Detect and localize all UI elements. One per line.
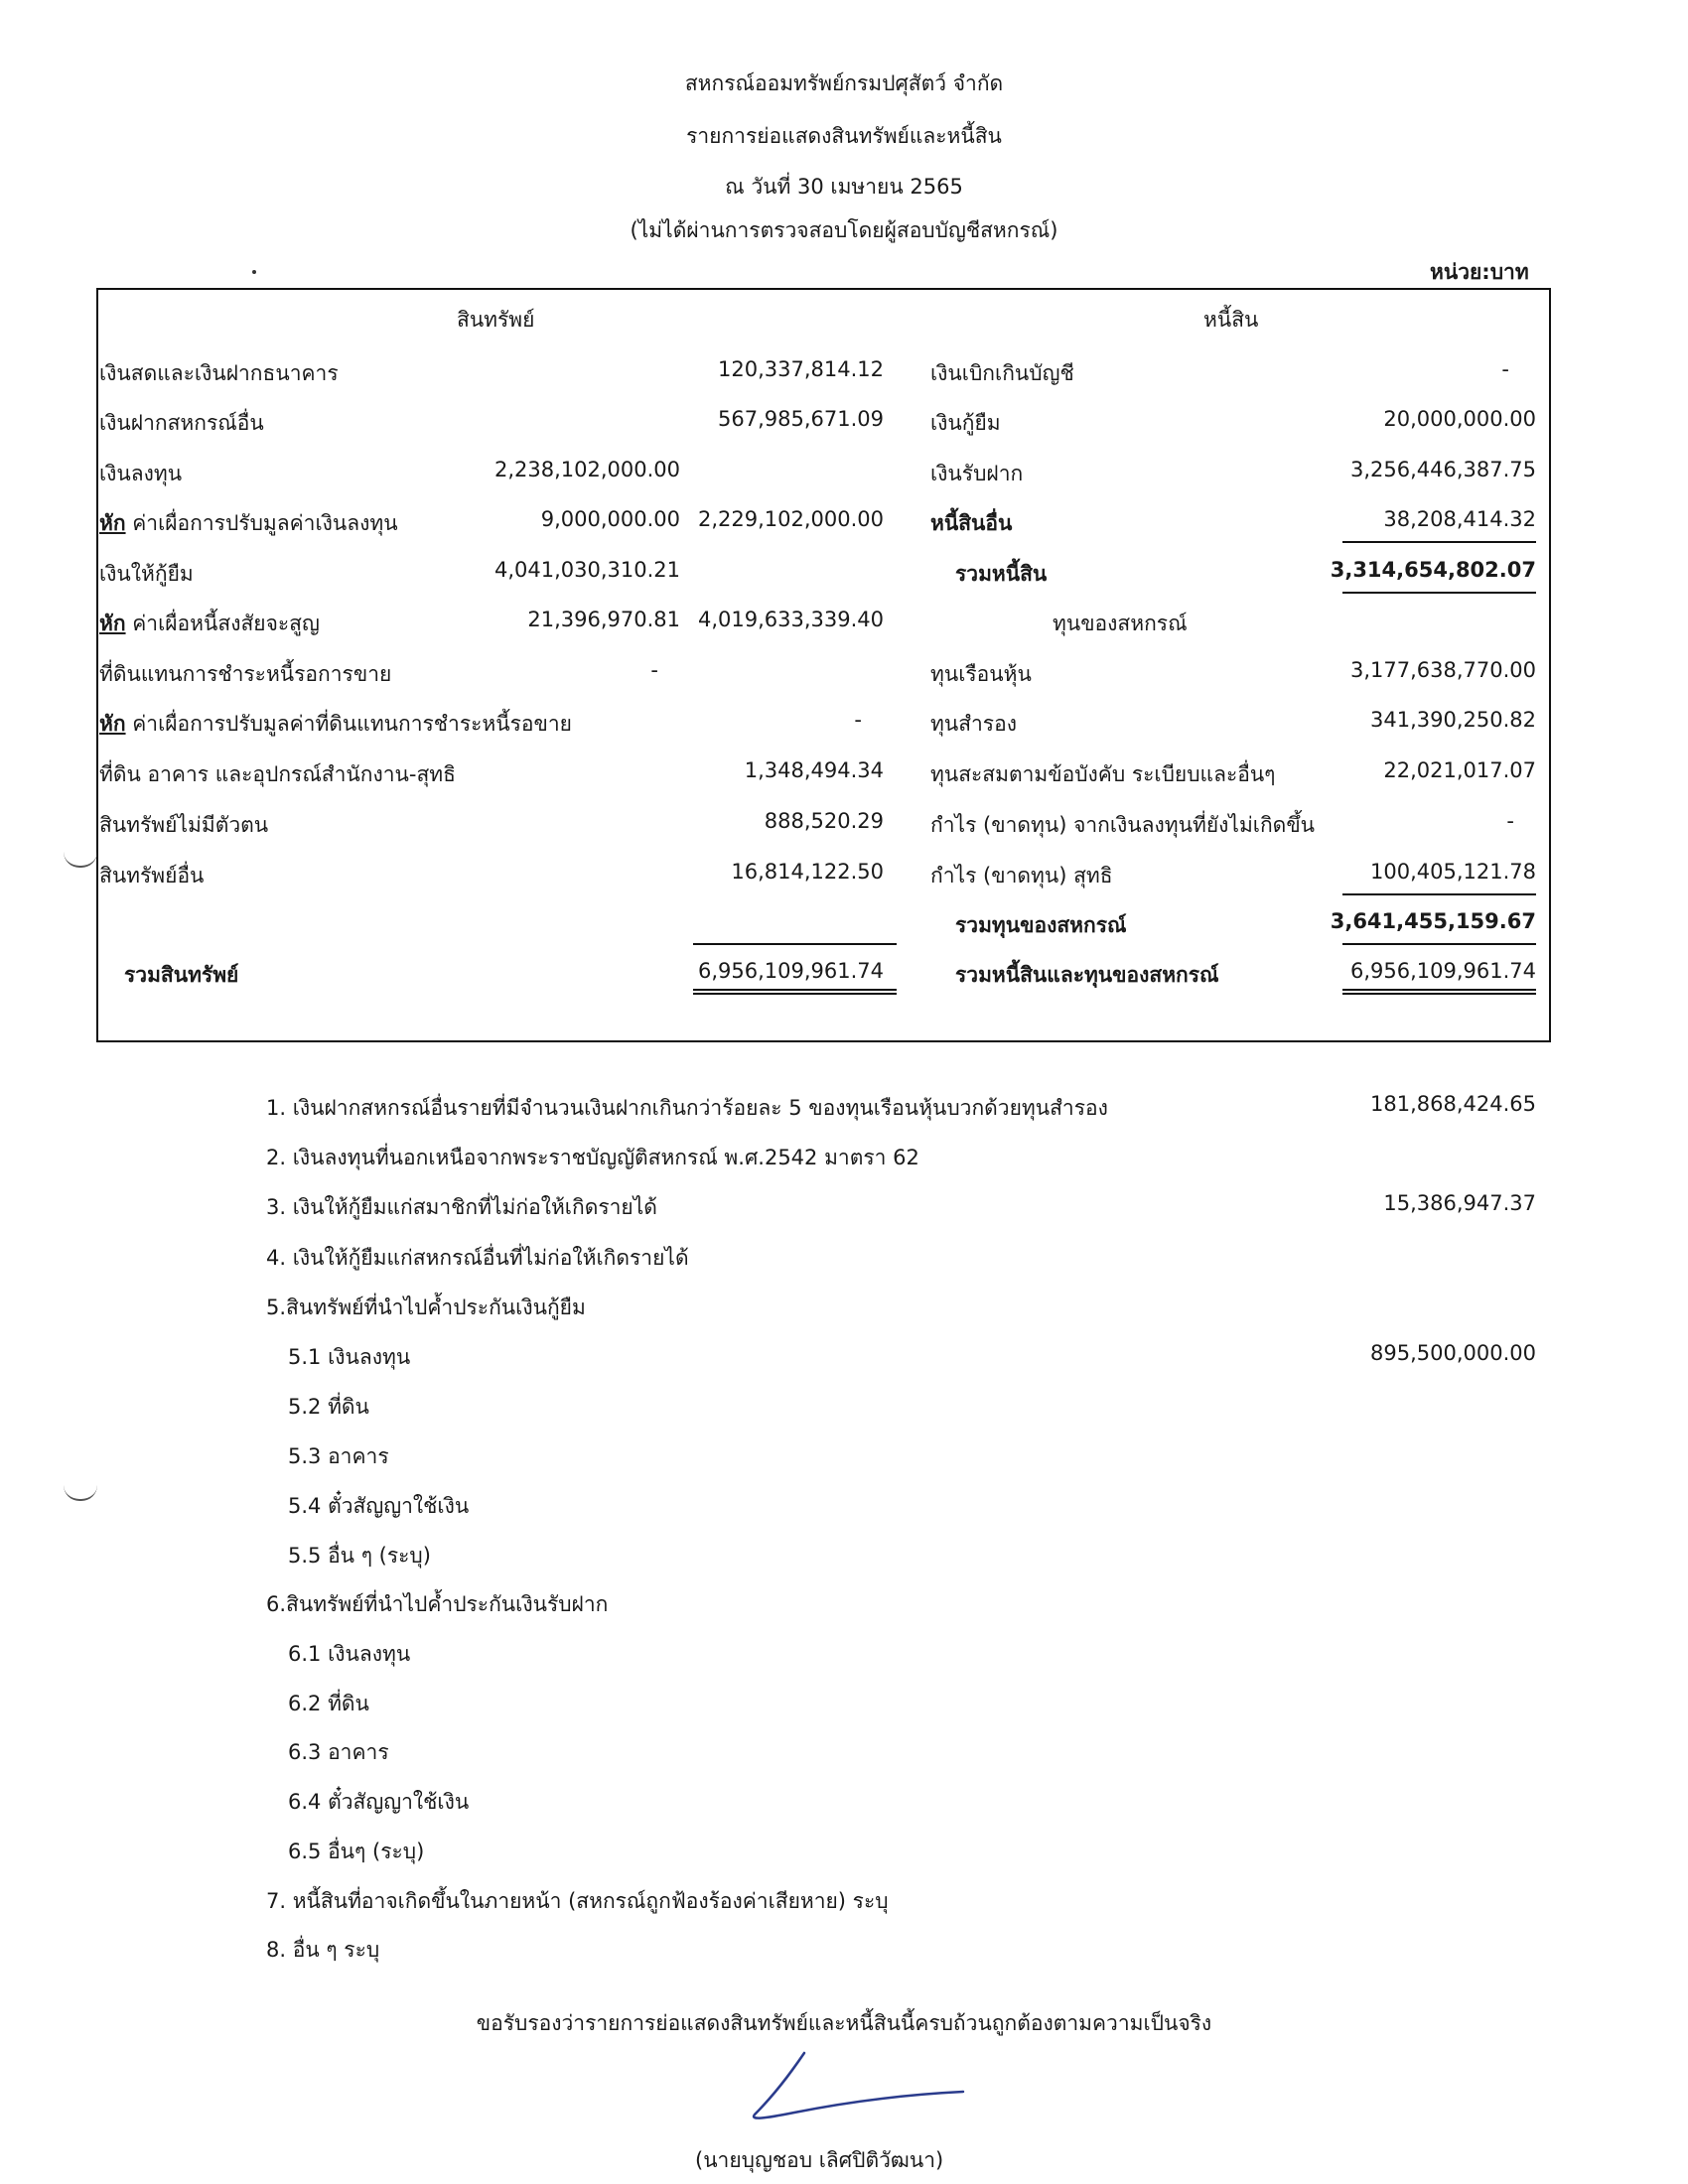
unit-label: หน่วย:บาท bbox=[1430, 260, 1529, 284]
note-subitem: 6.1 เงินลงทุน bbox=[288, 1642, 411, 1666]
speck-dot bbox=[252, 270, 256, 274]
note-subitem: 5.2 ที่ดิน bbox=[288, 1395, 369, 1419]
double-underline bbox=[693, 989, 897, 995]
assets-heading: สินทรัพย์ bbox=[457, 308, 535, 332]
note-item: 1. เงินฝากสหกรณ์อื่นรายที่มีจำนวนเงินฝากเกินกว่าร้อยละ 5 ของทุนเรือนหุ้นบวกด้วยทุนสำรอง bbox=[266, 1096, 1108, 1120]
note-item: 4. เงินให้กู้ยืมแก่สหกรณ์อื่นที่ไม่ก่อให้เกิดรายได้ bbox=[266, 1246, 689, 1270]
subtotal-rule bbox=[1342, 893, 1536, 895]
note-subitem: 6.2 ที่ดิน bbox=[288, 1692, 369, 1715]
subtotal-rule bbox=[693, 943, 897, 945]
asset-label: เงินฝากสหกรณ์อื่น bbox=[99, 411, 264, 435]
note-value: 15,386,947.37 bbox=[1383, 1191, 1536, 1215]
audit-note: (ไม่ได้ผ่านการตรวจสอบโดยผู้สอบบัญชีสหกรณ์) bbox=[630, 218, 1058, 242]
equity-heading: ทุนของสหกรณ์ bbox=[1053, 612, 1188, 635]
asset-total: 888,520.29 bbox=[764, 809, 884, 833]
asset-sub: - bbox=[650, 658, 658, 682]
note-value: 181,868,424.65 bbox=[1370, 1092, 1536, 1116]
liability-label: เงินเบิกเกินบัญชี bbox=[930, 361, 1074, 385]
liability-label: เงินกู้ยืม bbox=[930, 411, 1001, 435]
deduct-prefix: หัก bbox=[99, 511, 126, 535]
liability-value: 3,256,446,387.75 bbox=[1349, 458, 1536, 481]
asset-label: เงินลงทุน bbox=[99, 462, 183, 485]
note-value: 895,500,000.00 bbox=[1370, 1341, 1536, 1365]
asset-label: สินทรัพย์อื่น bbox=[99, 864, 205, 887]
asset-total: 2,229,102,000.00 bbox=[697, 507, 884, 531]
asset-sub: 2,238,102,000.00 bbox=[493, 458, 680, 481]
assets-total-value: 6,956,109,961.74 bbox=[697, 959, 884, 983]
note-subitem: 5.3 อาคาร bbox=[288, 1444, 389, 1468]
note-subitem: 6.4 ตั๋วสัญญาใช้เงิน bbox=[288, 1790, 470, 1814]
note-item: 7. หนี้สินที่อาจเกิดขึ้นในภายหน้า (สหกรณ์ถูกฟ้องร้องค่าเสียหาย) ระบุ bbox=[266, 1889, 889, 1913]
asset-label: ค่าเผื่อการปรับมูลค่าเงินลงทุน bbox=[125, 511, 398, 535]
note-item: 5.สินทรัพย์ที่นำไปค้ำประกันเงินกู้ยืม bbox=[266, 1296, 586, 1319]
equity-value: - bbox=[1506, 809, 1514, 833]
equity-label: ทุนเรือนหุ้น bbox=[930, 662, 1032, 686]
liabilities-total-label: รวมหนี้สิน bbox=[955, 562, 1048, 586]
note-subitem: 6.3 อาคาร bbox=[288, 1740, 389, 1764]
certification-text: ขอรับรองว่ารายการย่อแสดงสินทรัพย์และหนี้สินนี้ครบถ้วนถูกต้องตามความเป็นจริง bbox=[476, 2011, 1212, 2035]
asset-label: ที่ดินแทนการชำระหนี้รอการขาย bbox=[99, 662, 392, 686]
equity-label: ทุนสำรอง bbox=[930, 712, 1017, 736]
subtotal-rule bbox=[1342, 592, 1536, 594]
note-subitem: 5.1 เงินลงทุน bbox=[288, 1345, 411, 1369]
liability-value: - bbox=[1501, 357, 1509, 381]
note-subitem: 5.4 ตั๋วสัญญาใช้เงิน bbox=[288, 1494, 470, 1518]
equity-value: 341,390,250.82 bbox=[1370, 708, 1536, 732]
asset-label: เงินให้กู้ยืม bbox=[99, 562, 194, 586]
asset-label: สินทรัพย์ไม่มีตัวตน bbox=[99, 813, 269, 837]
double-underline bbox=[1342, 989, 1536, 995]
asset-label: ค่าเผื่อหนี้สงสัยจะสูญ bbox=[125, 612, 320, 635]
asset-label: เงินสดและเงินฝากธนาคาร bbox=[99, 361, 339, 385]
subtotal-rule bbox=[1342, 943, 1536, 945]
grand-total-value: 6,956,109,961.74 bbox=[1349, 959, 1536, 983]
asset-sub: 4,041,030,310.21 bbox=[493, 558, 680, 582]
equity-value: 100,405,121.78 bbox=[1370, 860, 1536, 884]
asset-sub: 9,000,000.00 bbox=[540, 507, 680, 531]
equity-label: ทุนสะสมตามข้อบังคับ ระเบียบและอื่นๆ bbox=[930, 762, 1276, 786]
subtotal-rule bbox=[1342, 541, 1536, 543]
asset-label: ที่ดิน อาคาร และอุปกรณ์สำนักงาน-สุทธิ bbox=[99, 762, 456, 786]
note-subitem: 5.5 อื่น ๆ (ระบุ) bbox=[288, 1544, 431, 1568]
note-item: 8. อื่น ๆ ระบุ bbox=[266, 1938, 380, 1962]
asset-total: 567,985,671.09 bbox=[718, 407, 884, 431]
punch-hole-mark bbox=[64, 852, 97, 868]
asset-total: - bbox=[854, 708, 862, 732]
liability-value: 38,208,414.32 bbox=[1383, 507, 1536, 531]
note-item: 2. เงินลงทุนที่นอกเหนือจากพระราชบัญญัติสหกรณ์ พ.ศ.2542 มาตรา 62 bbox=[266, 1146, 919, 1169]
deduct-prefix: หัก bbox=[99, 712, 126, 736]
asset-total: 4,019,633,339.40 bbox=[697, 608, 884, 631]
liabilities-heading: หนี้สิน bbox=[1203, 308, 1259, 332]
liability-value: 20,000,000.00 bbox=[1383, 407, 1536, 431]
assets-total-label: รวมสินทรัพย์ bbox=[124, 963, 239, 987]
asset-total: 16,814,122.50 bbox=[731, 860, 884, 884]
equity-total-value: 3,641,455,159.67 bbox=[1330, 909, 1536, 933]
grand-total-label: รวมหนี้สินและทุนของสหกรณ์ bbox=[955, 963, 1219, 987]
equity-label: กำไร (ขาดทุน) จากเงินลงทุนที่ยังไม่เกิดขึ้น bbox=[930, 813, 1316, 837]
equity-total-label: รวมทุนของสหกรณ์ bbox=[955, 913, 1127, 937]
note-item: 3. เงินให้กู้ยืมแก่สมาชิกที่ไม่ก่อให้เกิดรายได้ bbox=[266, 1195, 657, 1219]
note-subitem: 6.5 อื่นๆ (ระบุ) bbox=[288, 1840, 425, 1863]
report-date: ณ วันที่ 30 เมษายน 2565 bbox=[725, 175, 963, 199]
equity-label: กำไร (ขาดทุน) สุทธิ bbox=[930, 864, 1113, 887]
liability-label: หนี้สินอื่น bbox=[930, 511, 1013, 535]
note-item: 6.สินทรัพย์ที่นำไปค้ำประกันเงินรับฝาก bbox=[266, 1592, 609, 1616]
punch-hole-mark bbox=[64, 1485, 97, 1501]
asset-label: ค่าเผื่อการปรับมูลค่าที่ดินแทนการชำระหนี้รอขาย bbox=[125, 712, 572, 736]
org-name: สหกรณ์ออมทรัพย์กรมปศุสัตว์ จำกัด bbox=[684, 71, 1004, 95]
signer-name: (นายบุญชอบ เลิศปิติวัฒนา) bbox=[695, 2148, 944, 2172]
deduct-prefix: หัก bbox=[99, 612, 126, 635]
signature-scribble bbox=[735, 2045, 973, 2134]
report-title: รายการย่อแสดงสินทรัพย์และหนี้สิน bbox=[686, 124, 1002, 148]
liability-label: เงินรับฝาก bbox=[930, 462, 1024, 485]
liabilities-total-value: 3,314,654,802.07 bbox=[1330, 558, 1536, 582]
asset-sub: 21,396,970.81 bbox=[527, 608, 680, 631]
equity-value: 22,021,017.07 bbox=[1383, 758, 1536, 782]
asset-total: 120,337,814.12 bbox=[718, 357, 884, 381]
equity-value: 3,177,638,770.00 bbox=[1349, 658, 1536, 682]
asset-total: 1,348,494.34 bbox=[744, 758, 884, 782]
